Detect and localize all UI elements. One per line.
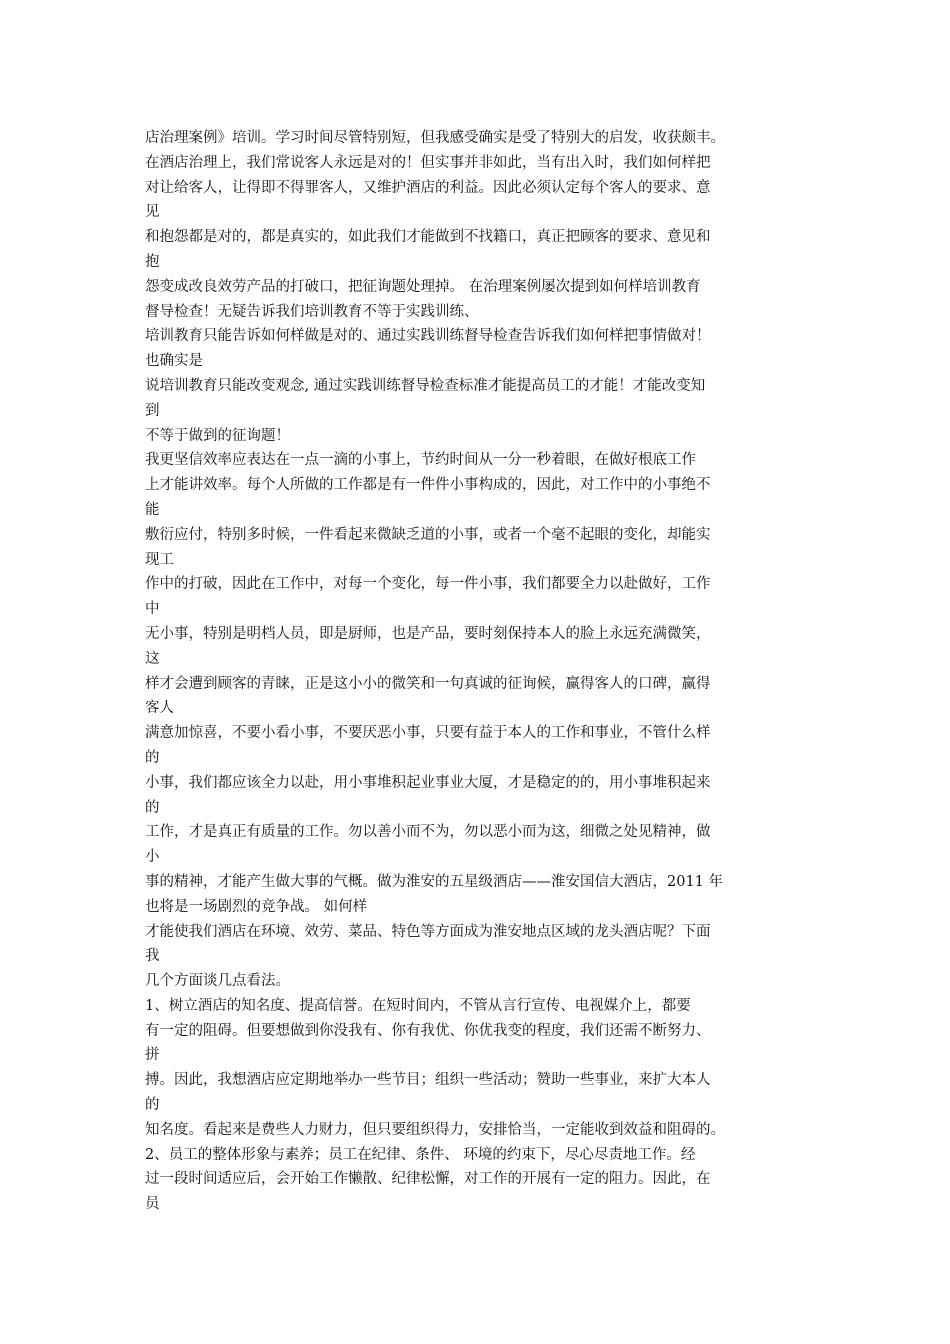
text-line: 过一段时间适应后，会开始工作懒散、纪律松懈，对工作的开展有一定的阻力。因此，在 — [145, 1171, 711, 1188]
text-line: 拼 — [145, 1047, 160, 1064]
text-line: 有一定的阻碍。但要想做到你没我有、你有我优、你优我变的程度，我们还需不断努力、 — [145, 1022, 711, 1039]
text-line: 怨变成改良效劳产品的打破口，把征询题处理掉。 在治理案例屡次提到如何样培训教育 — [145, 278, 701, 295]
text-line: 满意加惊喜，不要小看小事，不要厌恶小事，只要有益于本人的工作和事业，不管什么样 — [145, 725, 711, 742]
text-line: 抱 — [145, 253, 160, 270]
text-line: 店治理案例》培训。学习时间尽管特别短，但我感受确实是受了特别大的启发，收获颇丰。 — [145, 130, 725, 146]
text-line: 无小事，特别是明档人员，即是厨师，也是产品，要时刻保持本人的脸上永远充满微笑， — [145, 625, 711, 642]
text-line: 的 — [145, 1097, 160, 1114]
text-line: 工作，才是真正有质量的工作。勿以善小而不为，勿以恶小而为这，细微之处见精神，做 — [145, 824, 711, 841]
text-line: 这 — [145, 650, 160, 667]
document-body — [145, 126, 815, 1217]
text-line: 和抱怨都是对的，都是真实的，如此我们才能做到不找籍口，真正把顾客的要求、意见和 — [145, 229, 711, 246]
text-line: 中 — [145, 601, 160, 618]
text-line: 搏。因此，我想酒店应定期地举办一些节目；组织一些活动；赞助一些事业，来扩大本人 — [145, 1072, 711, 1089]
text-line: 我 — [145, 948, 160, 965]
text-line: 才能使我们酒店在环境、效劳、菜品、特色等方面成为淮安地点区域的龙头酒店呢？下面 — [145, 923, 711, 940]
text-line: 也确实是 — [145, 353, 203, 370]
text-line: 说培训教育只能改变观念, 通过实践训练督导检查标准才能提高员工的才能！才能改变知 — [145, 377, 706, 394]
text-line: 不等于做到的征询题！ — [145, 427, 290, 444]
text-line: 培训教育只能告诉如何样做是对的、通过实践训练督导检查告诉我们如何样把事情做对！ — [145, 328, 711, 345]
text-line: 的 — [145, 799, 160, 816]
text-line: 样才会遭到顾客的青睐，正是这小小的微笑和一句真诚的征询候，赢得客人的口碑，赢得 — [145, 675, 711, 692]
text-line: 上才能讲效率。每个人所做的工作都是有一件件小事构成的，因此，对工作中的小事绝不 — [145, 477, 711, 494]
text-line: 能 — [145, 501, 160, 518]
text-line: 作中的打破，因此在工作中，对每一个变化，每一件小事，我们都要全力以赴做好，工作 — [145, 576, 711, 593]
text-line: 敷衍应付，特别多时候，一件看起来微缺乏道的小事，或者一个毫不起眼的变化，却能实 — [145, 526, 711, 543]
text-line: 也将是一场剧烈的竞争战。 如何样 — [145, 898, 368, 915]
text-line: 小 — [145, 849, 160, 866]
text-line: 到 — [145, 402, 160, 419]
text-line: 事的精神，才能产生做大事的气概。做为淮安的五星级酒店——淮安国信大酒店，2011 年 — [145, 873, 724, 890]
text-line: 对让给客人，让得即不得罪客人，又维护酒店的利益。因此必须认定每个客人的要求、意 — [145, 179, 711, 196]
text-line: 员 — [145, 1196, 160, 1213]
text-line: 2、员工的整体形象与素养；员工在纪律、条件、 环境的约束下，尽心尽责地工作。经 — [145, 1146, 696, 1163]
text-line: 小事，我们都应该全力以赴，用小事堆积起业事业大厦，才是稳定的的，用小事堆积起来 — [145, 774, 711, 791]
text-line: 见 — [145, 204, 160, 221]
text-line: 在酒店治理上，我们常说客人永远是对的！但实事并非如此，当有出入时，我们如何样把 — [145, 154, 711, 171]
text-line: 客人 — [145, 700, 174, 717]
text-line: 我更坚信效率应表达在一点一滴的小事上，节约时间从一分一秒着眼，在做好根底工作 — [145, 452, 696, 469]
text-line: 督导检查！无疑告诉我们培训教育不等于实践训练、 — [145, 303, 479, 320]
text-line: 现工 — [145, 551, 174, 568]
text-line: 1、树立酒店的知名度、提高信誉。在短时间内，不管从言行宣传、电视媒介上，都要 — [145, 997, 691, 1014]
text-line: 的 — [145, 749, 160, 766]
text-line: 知名度。看起来是费些人力财力，但只要组织得力，安排恰当，一定能收到效益和阻碍的。 — [145, 1121, 725, 1138]
text-line: 几个方面谈几点看法。 — [145, 973, 290, 990]
